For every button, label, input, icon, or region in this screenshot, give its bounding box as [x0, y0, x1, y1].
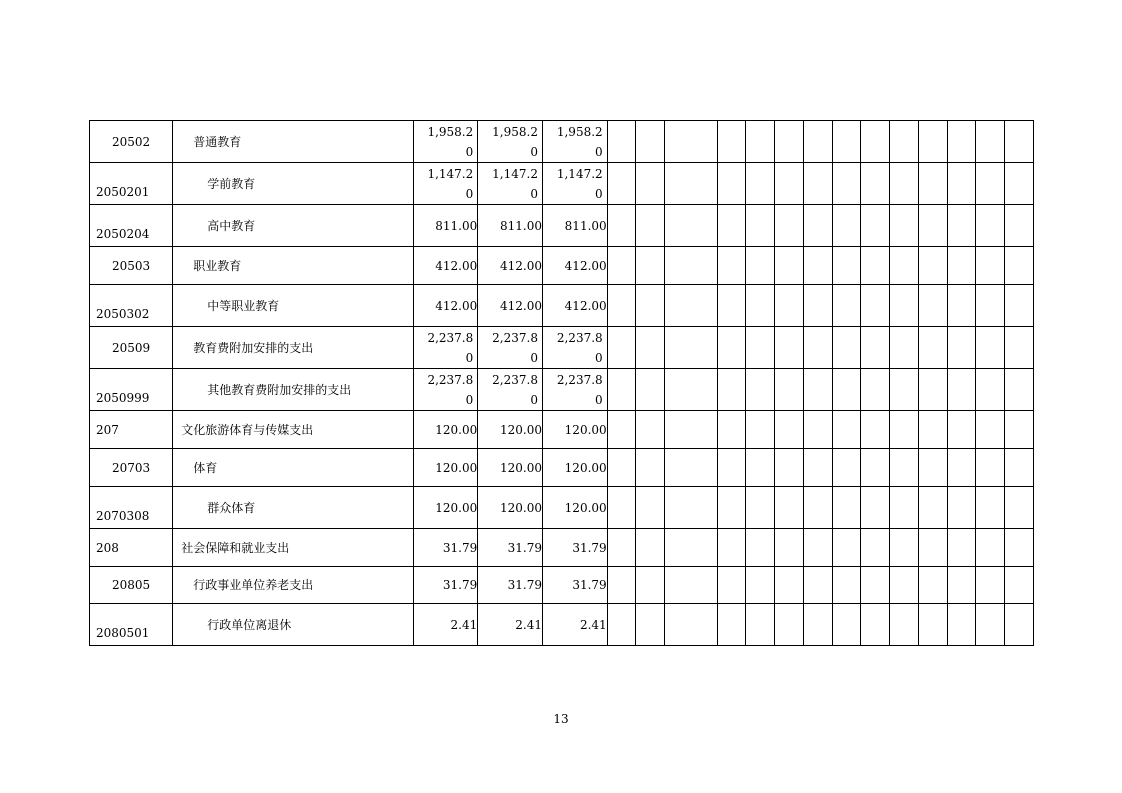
- table-row: [90, 567, 1034, 604]
- row-value-3: 31.79: [542, 529, 607, 567]
- table-row: [90, 411, 1034, 449]
- row-name: 教育费附加安排的支出: [173, 327, 413, 369]
- page-number: 13: [553, 712, 569, 726]
- row-value-2: 120.00: [478, 449, 543, 487]
- table-row: [90, 121, 1034, 163]
- row-value-1: 120.00: [413, 411, 478, 449]
- row-code: 2050204: [90, 205, 173, 247]
- row-value-2: 2,237.8 0: [478, 369, 543, 411]
- row-name: 中等职业教育: [173, 285, 413, 327]
- row-name: 职业教育: [173, 247, 413, 285]
- row-name: 行政单位离退休: [173, 604, 413, 646]
- table-row: [90, 604, 1034, 646]
- row-code: 20509: [90, 327, 173, 369]
- row-code: 2050302: [90, 285, 173, 327]
- row-value-1: 120.00: [413, 449, 478, 487]
- row-value-2: 1,147.2 0: [478, 163, 543, 205]
- table-row: [90, 487, 1034, 529]
- row-value-2: 412.00: [478, 285, 543, 327]
- table-row: [90, 327, 1034, 369]
- row-value-1: 2.41: [413, 604, 478, 646]
- row-value-3: 31.79: [542, 567, 607, 604]
- row-value-2: 412.00: [478, 247, 543, 285]
- row-value-2: 811.00: [478, 205, 543, 247]
- row-name: 行政事业单位养老支出: [173, 567, 413, 604]
- row-value-2: 2,237.8 0: [478, 327, 543, 369]
- row-value-2: 2.41: [478, 604, 543, 646]
- row-name: 文化旅游体育与传媒支出: [173, 411, 413, 449]
- table-row: [90, 247, 1034, 285]
- budget-table: [89, 120, 1034, 646]
- row-value-3: 412.00: [542, 285, 607, 327]
- row-value-1: 1,147.2 0: [413, 163, 478, 205]
- table-row: [90, 285, 1034, 327]
- row-value-1: 120.00: [413, 487, 478, 529]
- row-value-1: 2,237.8 0: [413, 369, 478, 411]
- row-name: 社会保障和就业支出: [173, 529, 413, 567]
- row-code: 2070308: [90, 487, 173, 529]
- row-code: 2050201: [90, 163, 173, 205]
- row-value-1: 31.79: [413, 567, 478, 604]
- row-value-1: 412.00: [413, 285, 478, 327]
- row-code: 208: [90, 529, 173, 567]
- row-value-1: 412.00: [413, 247, 478, 285]
- table-row: [90, 449, 1034, 487]
- row-code: 2080501: [90, 604, 173, 646]
- row-value-3: 2,237.8 0: [542, 327, 607, 369]
- row-name: 其他教育费附加安排的支出: [173, 369, 413, 411]
- row-value-3: 1,147.2 0: [542, 163, 607, 205]
- row-value-3: 120.00: [542, 449, 607, 487]
- row-value-1: 2,237.8 0: [413, 327, 478, 369]
- row-code: 2050999: [90, 369, 173, 411]
- row-name: 群众体育: [173, 487, 413, 529]
- row-value-3: 1,958.2 0: [542, 121, 607, 163]
- table-row: [90, 369, 1034, 411]
- row-value-1: 811.00: [413, 205, 478, 247]
- row-value-2: 31.79: [478, 567, 543, 604]
- row-value-1: 1,958.2 0: [413, 121, 478, 163]
- row-name: 学前教育: [173, 163, 413, 205]
- row-value-3: 2,237.8 0: [542, 369, 607, 411]
- row-value-2: 1,958.2 0: [478, 121, 543, 163]
- row-name: 普通教育: [173, 121, 413, 163]
- row-code: 20703: [90, 449, 173, 487]
- row-code: 20502: [90, 121, 173, 163]
- row-code: 20805: [90, 567, 173, 604]
- row-value-3: 412.00: [542, 247, 607, 285]
- row-value-2: 31.79: [478, 529, 543, 567]
- row-value-3: 120.00: [542, 411, 607, 449]
- table-row: [90, 205, 1034, 247]
- row-value-3: 2.41: [542, 604, 607, 646]
- row-value-1: 31.79: [413, 529, 478, 567]
- row-name: 体育: [173, 449, 413, 487]
- row-value-3: 811.00: [542, 205, 607, 247]
- table-row: [90, 163, 1034, 205]
- row-code: 20503: [90, 247, 173, 285]
- table-row: [90, 529, 1034, 567]
- row-name: 高中教育: [173, 205, 413, 247]
- row-value-3: 120.00: [542, 487, 607, 529]
- row-code: 207: [90, 411, 173, 449]
- row-value-2: 120.00: [478, 411, 543, 449]
- row-value-2: 120.00: [478, 487, 543, 529]
